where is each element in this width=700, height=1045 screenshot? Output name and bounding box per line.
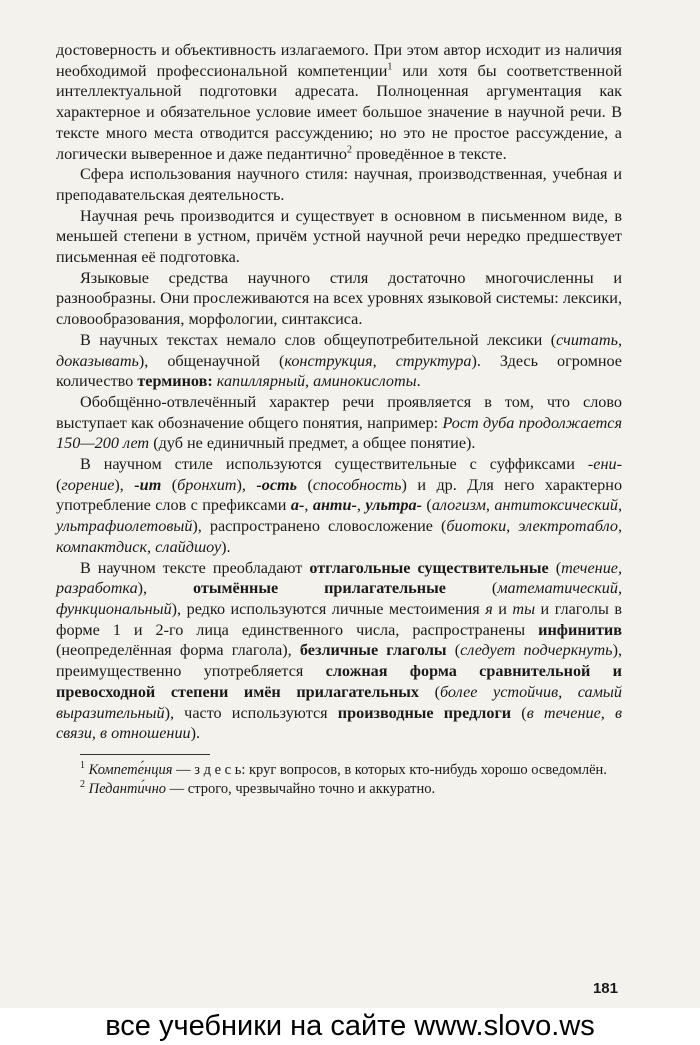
italic-example: биотоки, электротабло, компактдиск, слайдшоу xyxy=(56,517,622,556)
italic-example: считать, доказывать xyxy=(56,330,622,370)
footnote-ref: 1 xyxy=(80,760,85,772)
text-run: ). xyxy=(190,724,201,743)
bold-italic-term: -ость xyxy=(256,475,298,494)
page-number: 181 xyxy=(592,980,618,997)
text-run: ( xyxy=(422,496,432,515)
paragraph-p8 xyxy=(56,558,622,744)
text-run: Языковые средства научного стиля достаточно многочисленны и разнообразны. Они прослеживаются на всех уровнях языковой системы: лексики, словообразования, морфологии, синтаксиса. xyxy=(56,268,622,329)
bold-term: безличные глаголы xyxy=(299,641,447,660)
text-run: . xyxy=(416,372,421,391)
bold-term: отглагольные существительные xyxy=(309,558,549,577)
text-run: В научном тексте преобладают xyxy=(80,558,310,577)
text-run: , xyxy=(356,496,366,515)
text-run: (неопределённая форма глагола), xyxy=(56,641,300,660)
text-run: ( xyxy=(511,703,527,722)
italic-example: более устойчив, самый выразительный xyxy=(56,682,622,722)
text-run: и xyxy=(492,599,513,618)
bold-term: терминов: xyxy=(137,372,213,391)
text-run: ). Здесь огромное количество xyxy=(56,351,622,391)
text-run: , xyxy=(304,496,313,515)
text-run: ), xyxy=(114,475,135,494)
text-run: ), редко используются личные местоимения xyxy=(171,599,486,618)
paragraph-p1 xyxy=(56,40,622,164)
text-run: ), xyxy=(236,475,257,494)
italic-example: ты xyxy=(512,599,536,618)
text-run: ) и др. Для него характерно употребление слов с префиксами xyxy=(56,475,623,515)
text-run: ), распространено словосложение ( xyxy=(192,517,447,536)
text-run: ( xyxy=(161,475,178,494)
text-run: достоверность и объективность излагаемого. При этом автор исходит из наличия необходимой профессиональной компетенции xyxy=(56,41,622,80)
text-run: ), общенаучной ( xyxy=(138,351,285,370)
bold-italic-term: анти- xyxy=(312,496,357,515)
italic-example: -ени- xyxy=(587,455,622,474)
italic-example: способность xyxy=(312,475,402,494)
italic-example: бронхит xyxy=(177,475,237,494)
bold-term: инфинитив xyxy=(538,620,622,639)
text-run: или хотя бы соответственной интеллектуальной подготовки адресата. Полноценная аргументация как характерное и обязательное условие имеет большое значение в научной речи. В тексте много места отводится рассуждению; но это не простое рассуждение, а логически выверенное и даже педантично xyxy=(56,61,622,163)
text-run: Сфера использования научного стиля: научная, производственная, учебная и преподавательская деятельность. xyxy=(56,165,622,204)
paragraph-p2 xyxy=(56,164,622,205)
footnote-fn2 xyxy=(56,780,622,799)
text-run: ), преимущественно употребляется xyxy=(56,641,622,681)
paragraph-p6 xyxy=(56,392,622,454)
text-run: В научных текстах немало слов общеупотребительной лексики ( xyxy=(80,330,557,349)
italic-example: математический, функциональный xyxy=(56,579,623,618)
footnotes xyxy=(56,761,622,799)
text-run: Научная речь производится и существует в основном в письменном виде, в меньшей степени в устном, причём устной научной речи нередко предшествует письменная её подготовка. xyxy=(56,206,622,267)
paragraph-p4 xyxy=(56,268,622,330)
bold-italic-term: ультра- xyxy=(365,496,423,515)
bold-term: производные предлоги xyxy=(337,703,512,722)
paragraph-p5 xyxy=(56,330,622,392)
italic-example: капиллярный, аминокислоты xyxy=(216,372,417,391)
footnote-ref: 2 xyxy=(347,144,353,156)
italic-example: конструкция, структура xyxy=(284,351,472,370)
text-run: В научном стиле используются существительные с суффиксами xyxy=(80,455,588,474)
footnote-fn1 xyxy=(56,761,622,780)
paragraph-p7 xyxy=(56,454,622,558)
footnote-ref: 2 xyxy=(80,779,85,791)
text-run: ), часто используются xyxy=(164,703,338,722)
footnote-ref: 1 xyxy=(387,61,393,73)
text-run: Обобщённо-отвлечённый характер речи проявляется в том, что слово выступает как обозначение общего понятия, например: xyxy=(56,392,622,432)
bold-italic-term: -ит xyxy=(134,475,162,494)
text-run: ( xyxy=(445,579,498,598)
italic-example: я xyxy=(485,599,493,618)
text-run: — з д е с ь: круг вопросов, в которых кто-нибудь хорошо осведомлён. xyxy=(172,761,607,778)
italic-example: Компете́нция xyxy=(88,761,173,778)
text-run: ( xyxy=(56,475,62,494)
bold-term: отымённые прилагательные xyxy=(193,579,446,598)
text-run: ). xyxy=(221,537,231,556)
italic-example: Педанти́чно xyxy=(88,780,167,797)
text-run: и глаголы в форме 1 и 2-го лица единственного числа, распространены xyxy=(56,599,622,639)
italic-example: Рост дуба продолжается 150—200 лет xyxy=(56,413,622,453)
bold-term: сложная форма сравнительной и превосходной степени имён прилагательных xyxy=(56,662,622,701)
text-run: ), xyxy=(137,579,194,598)
text-run: — строго, чрезвычайно точно и аккуратно. xyxy=(166,780,436,797)
text-run: ( xyxy=(419,682,440,701)
body-text xyxy=(56,40,622,744)
text-run: проведённое в тексте. xyxy=(352,144,507,163)
footnote-divider xyxy=(80,754,210,755)
bold-italic-term: а- xyxy=(290,496,305,515)
text-run: (дуб не единичный предмет, а общее понятие). xyxy=(149,434,476,453)
site-watermark-banner: все учебники на сайте www.slovo.ws xyxy=(0,1008,700,1045)
italic-example: в течение, в связи, в отношении xyxy=(56,703,623,743)
paragraph-p3 xyxy=(56,206,622,268)
italic-example: течение, разработка xyxy=(56,558,623,598)
italic-example: следует подчеркнуть xyxy=(460,641,613,660)
text-run: ( xyxy=(297,475,313,494)
text-run: ( xyxy=(446,641,461,660)
page-body xyxy=(56,40,622,799)
text-run: ( xyxy=(548,558,562,577)
italic-example: алогизм, антитоксический, ультрафиолетовый xyxy=(56,496,623,536)
italic-example: горение xyxy=(61,475,115,494)
